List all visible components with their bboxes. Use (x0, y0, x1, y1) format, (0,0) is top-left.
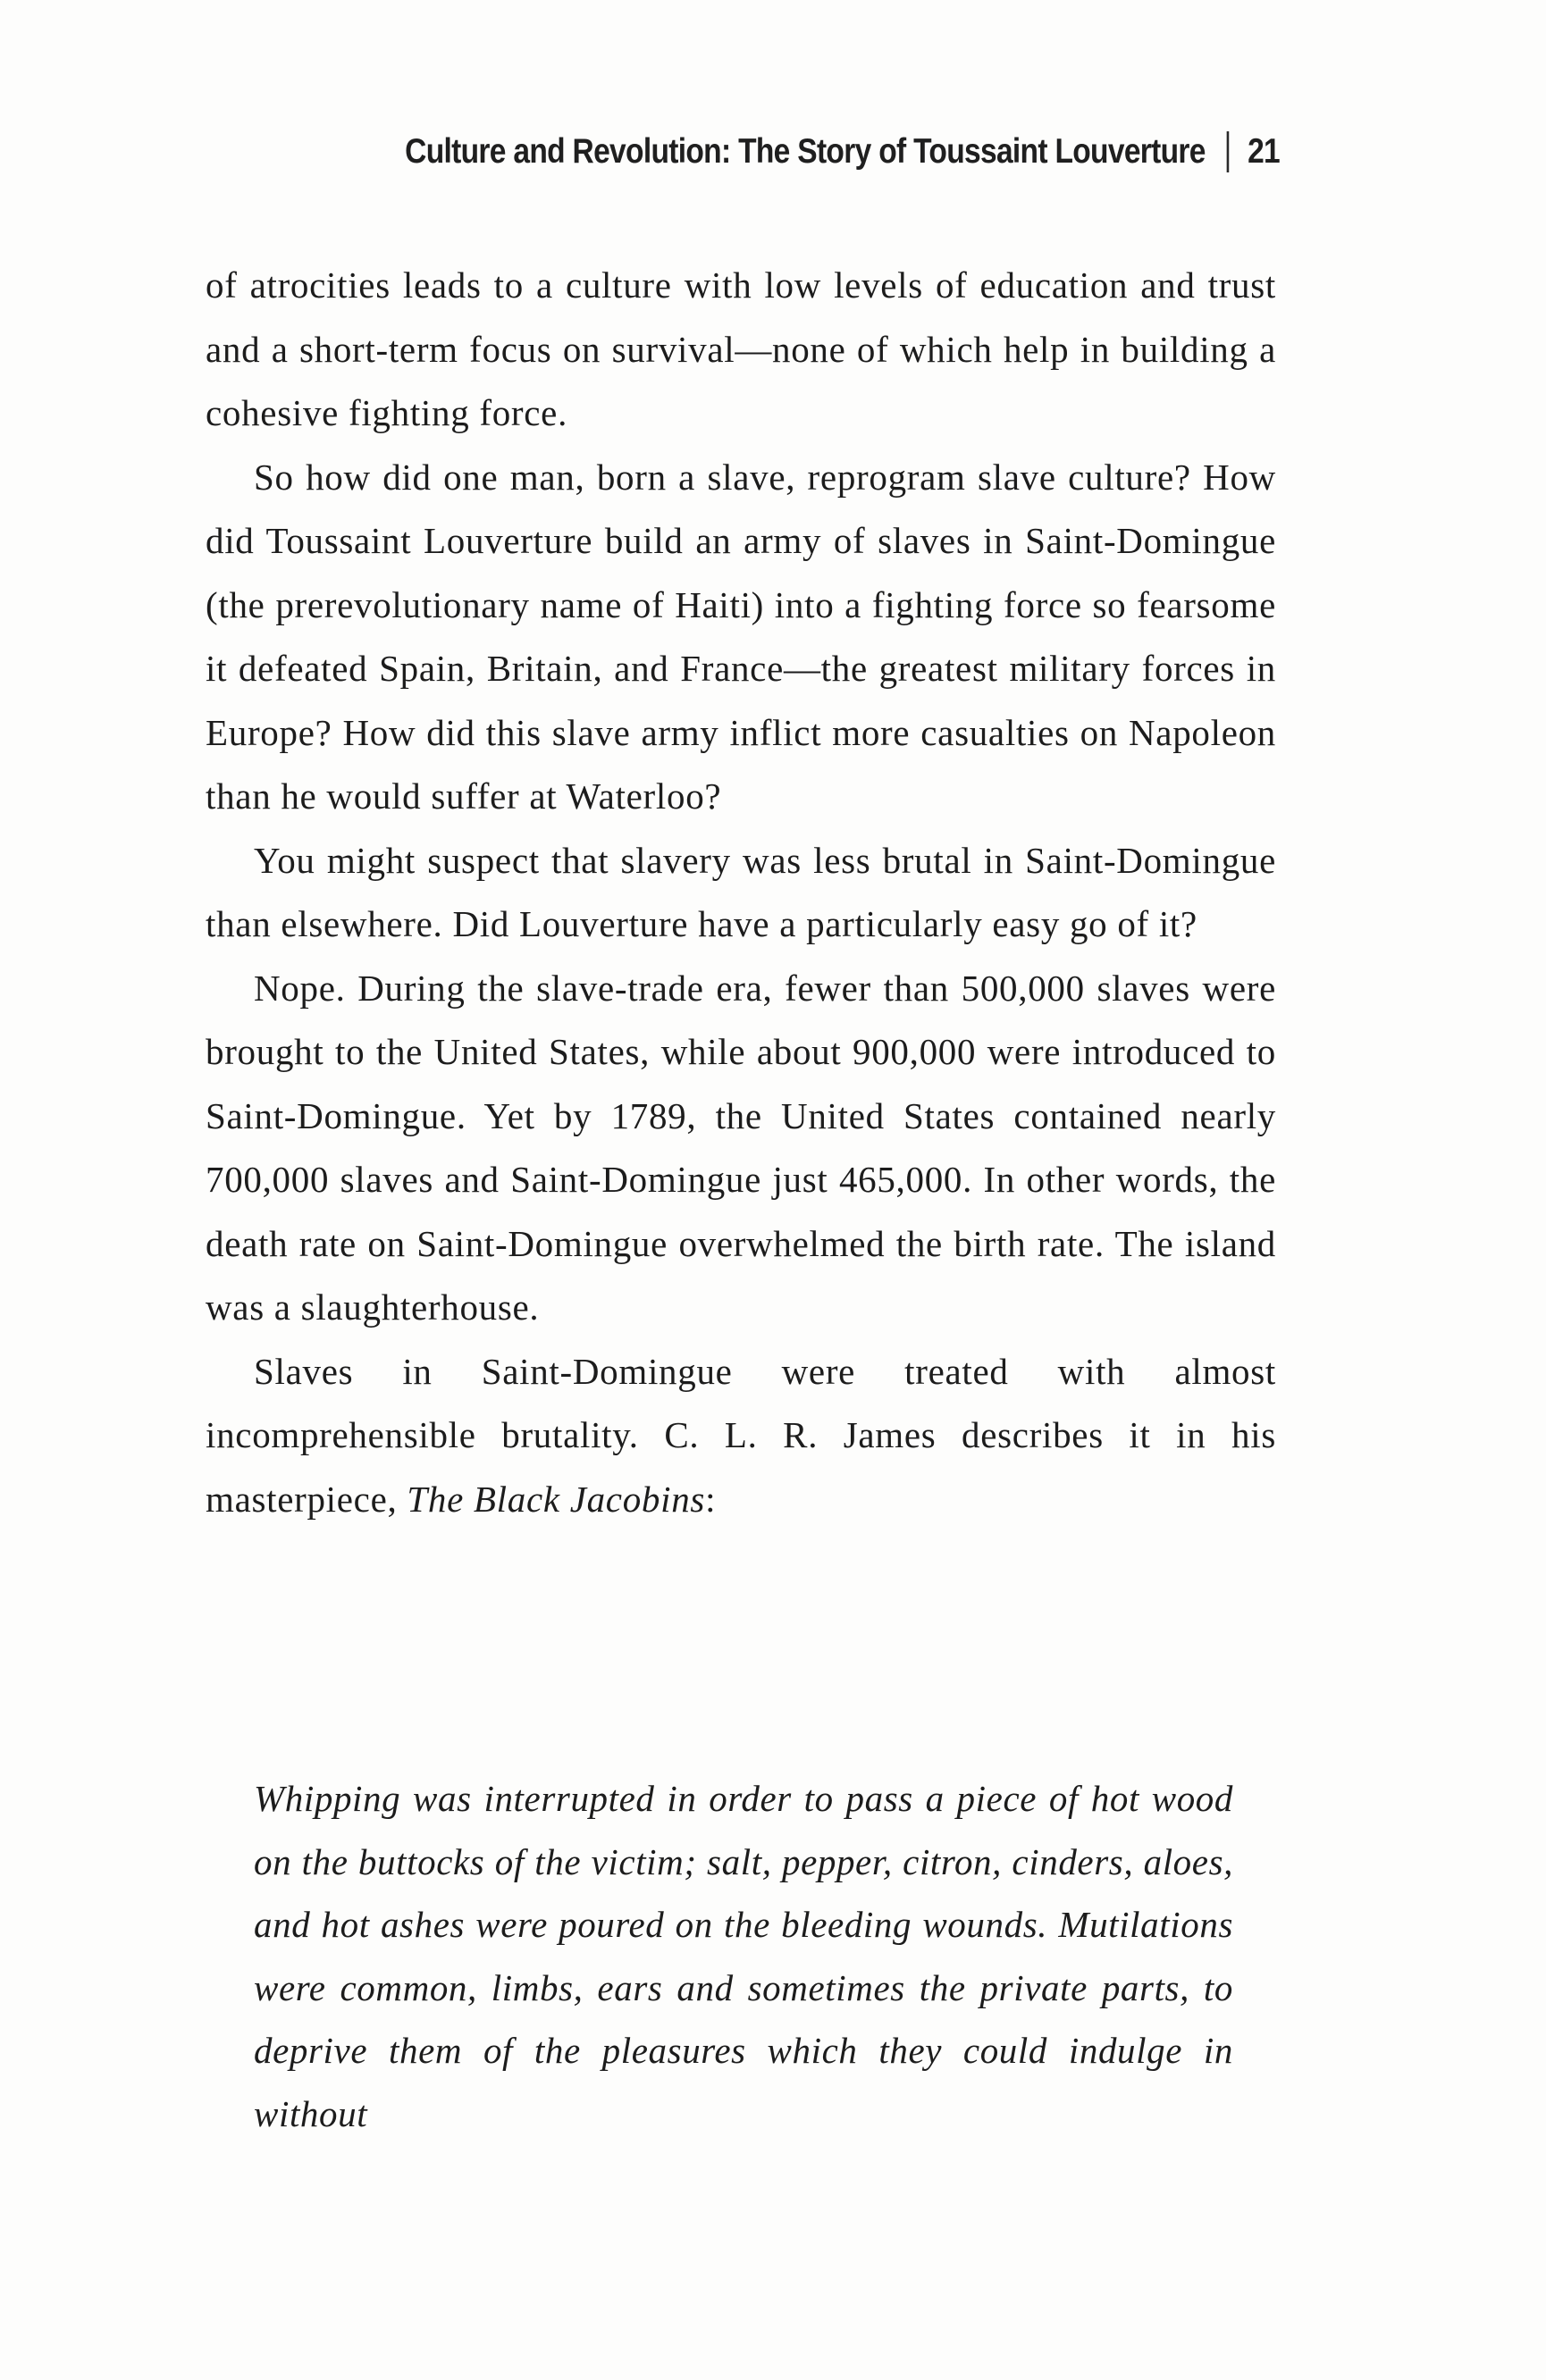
paragraph-brutality-lead: Slaves in Saint-Domingue were treated with almost incomprehensible brutality. C. L. R. James describes it in his masterpiece, (206, 1350, 1276, 1520)
paragraph-brutality-tail: : (705, 1478, 717, 1520)
running-head-title: Culture and Revolution: The Story of Toussaint Louverture (405, 132, 1206, 171)
paragraph-continuation: of atrocities leads to a culture with low levels of education and trust and a short-term focus on survival—none of which help in building a cohesive fighting force. (206, 264, 1276, 433)
body-text (206, 254, 1276, 1531)
paragraph-question: So how did one man, born a slave, reprogram slave culture? How did Toussaint Louverture build an army of slaves in Saint-Domingue (the prerevolutionary name of Haiti) into a fighting force so fearsome it defeated Spain, Britain, and France—the greatest military forces in Europe? How did this slave army inflict more casualties on Napoleon than he would suffer at Waterloo? (206, 456, 1276, 817)
paragraph-brutality (206, 1340, 1276, 1532)
paragraph-suspicion: You might suspect that slavery was less brutal in Saint-Domingue than elsewhere. Did Louverture have a particularly easy go of it? (206, 839, 1276, 944)
page-number: 21 (1248, 132, 1280, 171)
block-quote-text: Whipping was interrupted in order to pass a piece of hot wood on the buttocks of the victim; salt, pepper, citron, cinders, aloes, and hot ashes were poured on the bleeding wounds. Mutilations were common, limbs, ears and sometimes the private parts, to deprive them of the pleasures which they could indulge in without (254, 1778, 1233, 2134)
running-head (356, 125, 1280, 179)
book-title: The Black Jacobins (407, 1478, 706, 1520)
paragraph-statistics: Nope. During the slave-trade era, fewer than 500,000 slaves were brought to the United States, while about 900,000 were introduced to Saint-Domingue. Yet by 1789, the United States contained nearly 700,000 slaves and Saint-Domingue just 465,000. In other words, the death rate on Saint-Domingue overwhelmed the birth rate. The island was a slaughterhouse. (206, 967, 1276, 1328)
block-quote (254, 1767, 1233, 2145)
running-head-separator (1227, 131, 1230, 172)
